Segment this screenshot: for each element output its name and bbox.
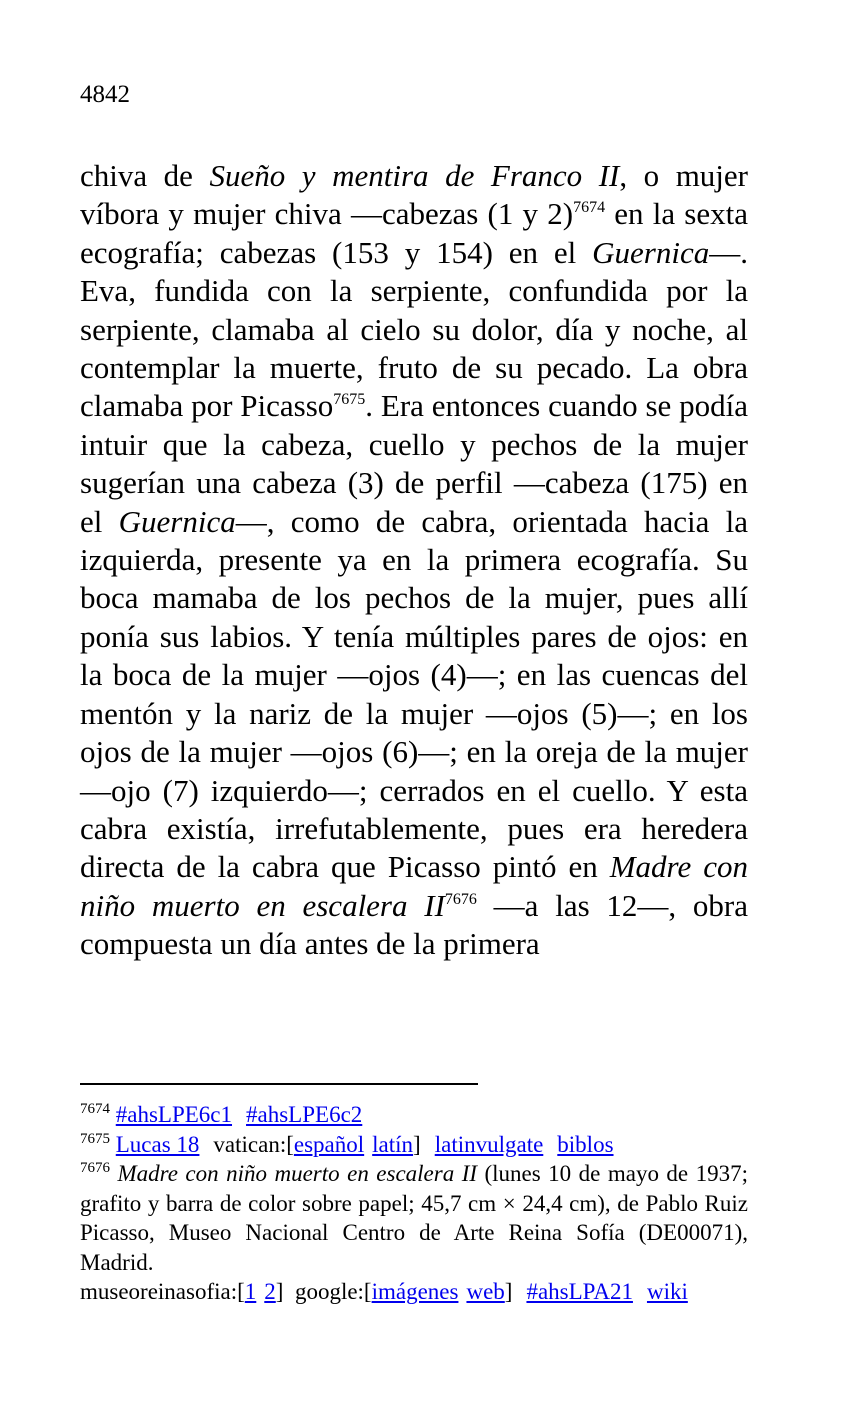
link-group-label: vatican:[ (213, 1131, 294, 1157)
footnote-number: 7674 (80, 1101, 110, 1117)
footnote-number: 7676 (80, 1160, 110, 1176)
body-text-segment: , o mujer víbora y mujer chiva —cabezas (1 y 2) (80, 158, 748, 232)
artwork-title: Guernica (592, 234, 710, 270)
footnote-7674 (80, 1100, 748, 1130)
footnote-link[interactable]: latín (372, 1131, 414, 1157)
footnote-7676 (80, 1159, 748, 1277)
artwork-title: Madre con niño muerto en escalera II (117, 1161, 478, 1186)
footnote-link[interactable]: #ahsLPE6c1 (115, 1102, 233, 1127)
body-text-segment: en la sexta ecografía; cabezas (153 y 154) en el (80, 196, 748, 270)
footnote-text: (lunes 10 de mayo de 1937; grafito y barra de color sobre papel; 45,7 cm × 24,4 cm), de Pablo Ruiz Picasso, Museo Nacional Centro de Arte Reina Sofía (DE00071), Madrid. (80, 1161, 748, 1275)
footnotes (80, 1100, 748, 1307)
footnote-ref-7674[interactable]: 7674 (573, 199, 606, 217)
body-text-segment: . Era entonces cuando se podía intuir que la cabeza, cuello y pechos de la mujer sugerían una cabeza (3) de perfil —cabeza (175) en el (80, 388, 748, 539)
body-text-segment: —, como de cabra, orientada hacia la izquierda, presente ya en la primera ecografía. Su boca mamaba de los pechos de la mujer, pues allí ponía sus labios. Y tenía múltiples pares de ojos: en la boca de la mujer —ojos (4)—; en las cuencas del mentón y la nariz de la mujer —ojos (5)—; en los ojos de la mujer —ojos (6)—; en la oreja de la mujer —ojo (7) izquierdo—; cerrados en el cuello. Y esta cabra existía, irrefutablemente, pues era heredera directa de la cabra que Picasso pintó en (80, 503, 749, 885)
link-group-label: museoreinasofia:[ (80, 1279, 245, 1304)
footnote-link[interactable]: imágenes (371, 1279, 459, 1304)
artwork-title: Sueño y mentira de Franco II (209, 158, 620, 193)
footnote-separator (80, 1083, 478, 1085)
footnote-7676-links (80, 1277, 748, 1307)
footnote-7675 (80, 1130, 748, 1160)
body-text-segment: —a las 12—, obra compuesta un día antes de la primera (80, 887, 748, 962)
body-text-segment: chiva de (80, 158, 210, 193)
footnote-link[interactable]: 2 (264, 1279, 276, 1304)
body-text (80, 157, 748, 964)
body-text-segment: —. Eva, fundida con la serpiente, confundida por la serpiente, clamaba al cielo su dolor, día y noche, al contemplar la muerte, fruto de su pecado. La obra clamaba por Picasso (80, 234, 748, 424)
footnote-number: 7675 (80, 1130, 110, 1147)
footnote-link[interactable]: biblos (557, 1131, 614, 1157)
artwork-title: Madre con niño muerto en escalera II (80, 849, 748, 923)
footnote-ref-7676[interactable]: 7676 (444, 890, 477, 908)
artwork-title: Guernica (118, 503, 236, 539)
link-group-close: ] (413, 1131, 421, 1157)
footnote-link[interactable]: 1 (244, 1279, 257, 1304)
footnote-link[interactable]: Lucas 18 (115, 1131, 200, 1157)
footnote-ref-7675[interactable]: 7675 (333, 391, 366, 409)
footnote-link[interactable]: latinvulgate (434, 1131, 544, 1157)
page-number: 4842 (80, 81, 130, 108)
footnote-link[interactable]: español (293, 1131, 365, 1157)
footnote-link[interactable]: wiki (646, 1279, 688, 1304)
footnote-link[interactable]: web (466, 1279, 505, 1304)
link-group-close: ] (504, 1279, 513, 1304)
link-group-label: ] google:[ (275, 1279, 372, 1304)
footnote-link[interactable]: #ahsLPA21 (526, 1279, 633, 1304)
footnote-link[interactable]: #ahsLPE6c2 (246, 1102, 363, 1127)
